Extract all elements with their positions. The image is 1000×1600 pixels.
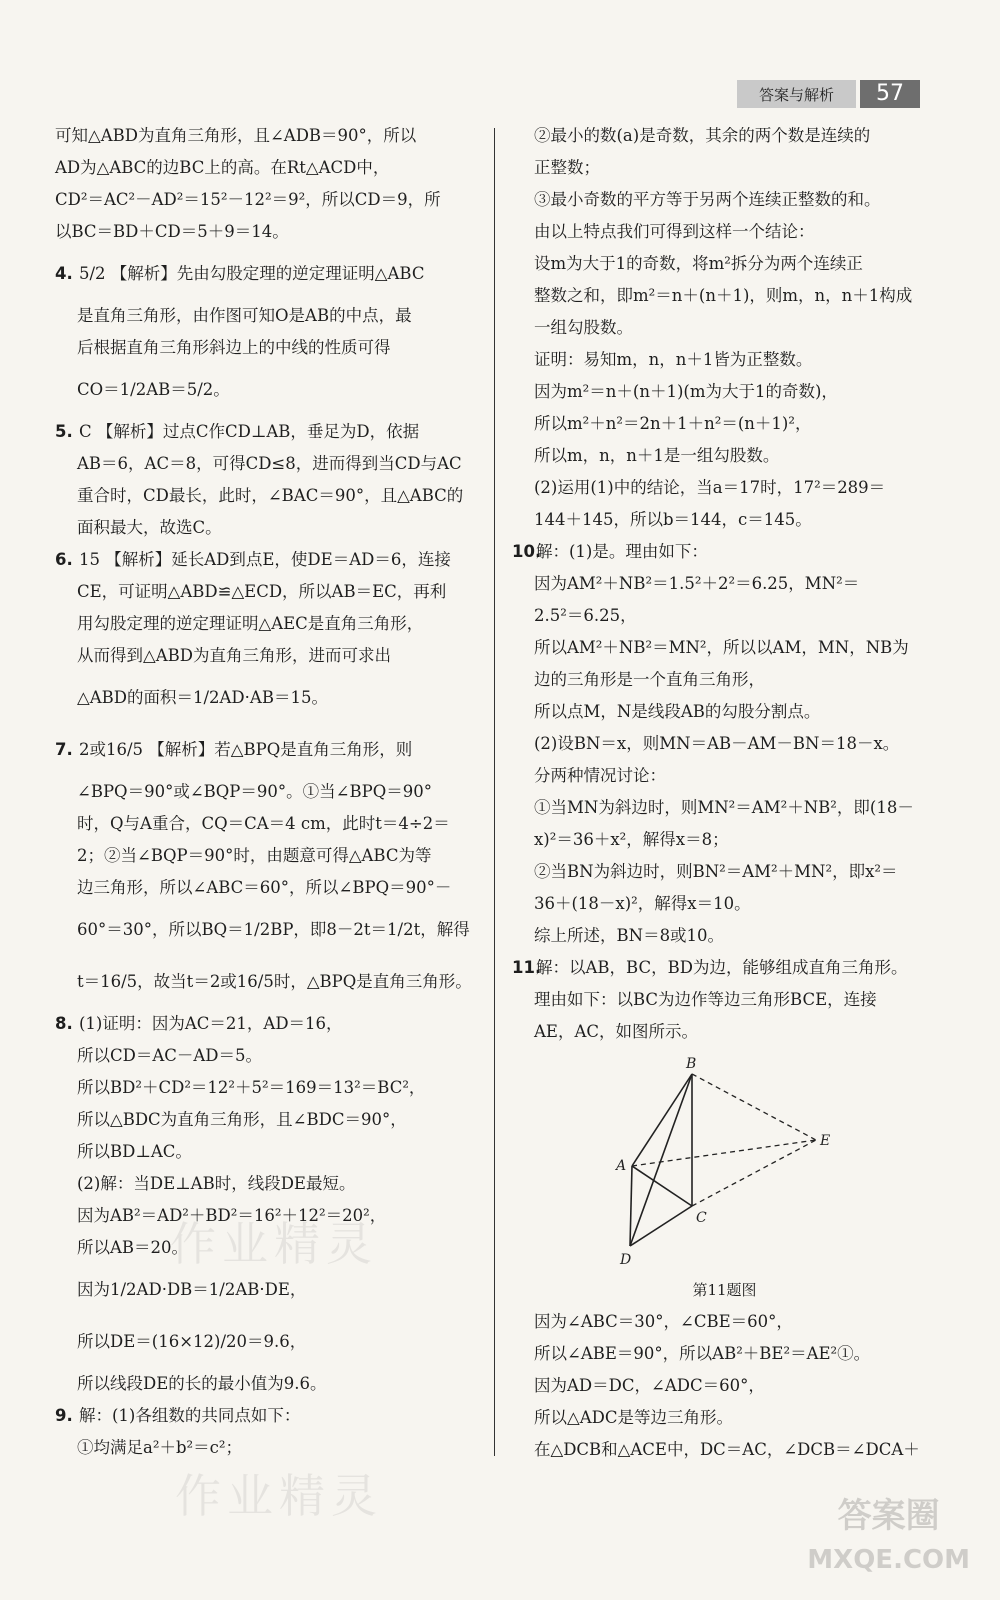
segment-CE bbox=[692, 1140, 816, 1206]
text-line: 用勾股定理的逆定理证明△AEC是直角三角形， bbox=[77, 614, 424, 633]
text-line: 所以BD⊥AC。 bbox=[77, 1142, 192, 1161]
text-line: 解：(1)各组数的共同点如下： bbox=[79, 1406, 301, 1425]
text-line: 从而得到△ABD为直角三角形，进而可求出 bbox=[77, 646, 391, 665]
text-line: 证明：易知m，n，n＋1皆为正整数。 bbox=[534, 350, 813, 369]
text-line: △ABD的面积＝1/2AD·AB＝15。 bbox=[77, 688, 328, 707]
text-line: 2.5²＝6.25， bbox=[534, 606, 637, 625]
text-line: 36＋(18－x)²，解得x＝10。 bbox=[534, 894, 751, 913]
text-line: 所以BD²＋CD²＝12²＋5²＝169＝13²＝BC²， bbox=[77, 1078, 426, 1097]
label-D: D bbox=[620, 1252, 632, 1268]
segment-AE bbox=[632, 1140, 816, 1166]
item-number: 5. bbox=[55, 422, 73, 441]
segment-AB bbox=[632, 1074, 692, 1166]
text-line: 边三角形，所以∠ABC＝60°，所以∠BPQ＝90°－ bbox=[77, 878, 452, 897]
label-C: C bbox=[696, 1210, 707, 1226]
answer-9 bbox=[55, 1400, 480, 1432]
answer-7 bbox=[55, 724, 480, 776]
section-label: 答案与解析 bbox=[737, 80, 856, 108]
answer-6 bbox=[55, 544, 480, 576]
item-number: 7. bbox=[55, 740, 73, 759]
text-line: 可知△ABD为直角三角形，且∠ADB＝90°，所以 bbox=[55, 126, 417, 145]
watermark: 作业精灵 bbox=[170, 1217, 378, 1271]
text-line: 所以线段DE的长的最小值为9.6。 bbox=[77, 1374, 327, 1393]
text-line: ③最小奇数的平方等于另两个连续正整数的和。 bbox=[534, 190, 881, 209]
figure-caption: 第11题图 bbox=[692, 1281, 757, 1299]
segment-BE bbox=[692, 1074, 816, 1140]
text-line: AE，AC，如图所示。 bbox=[534, 1022, 699, 1041]
text-line: 所以AM²＋NB²＝MN²，所以以AM，MN，NB为 bbox=[534, 638, 909, 657]
text-line: 5/2 【解析】先由勾股定理的逆定理证明△ABC bbox=[79, 264, 425, 283]
label-B: B bbox=[686, 1056, 697, 1072]
text-line: 因为m²＝n＋(n＋1)(m为大于1的奇数)， bbox=[534, 382, 838, 401]
geometry-figure bbox=[612, 1054, 842, 1274]
watermark-url: MXQE.COM bbox=[807, 1545, 970, 1575]
text-line: 所以AB＝20。 bbox=[77, 1238, 189, 1257]
text-line: 在△DCB和△ACE中，DC＝AC，∠DCB＝∠DCA＋ bbox=[534, 1440, 920, 1459]
text-line: AD为△ABC的边BC上的高。在Rt△ACD中， bbox=[55, 158, 390, 177]
figure-svg bbox=[612, 1054, 842, 1274]
text-line: 是直角三角形，由作图可知O是AB的中点，最 bbox=[77, 306, 412, 325]
text-line: 以BC＝BD＋CD＝5＋9＝14。 bbox=[55, 222, 289, 241]
text-line: (2)设BN＝x，则MN＝AB－AM－BN＝18－x。 bbox=[534, 734, 900, 753]
text-line: ①当MN为斜边时，则MN²＝AM²＋NB²，即(18－ bbox=[534, 798, 914, 817]
text-line: 因为∠ABC＝30°，∠CBE＝60°， bbox=[534, 1312, 793, 1331]
text-line: ∠BPQ＝90°或∠BQP＝90°。①当∠BPQ＝90° bbox=[77, 782, 432, 801]
text-line: 重合时，CD最长，此时，∠BAC＝90°，且△ABC的 bbox=[77, 486, 464, 505]
label-E: E bbox=[820, 1133, 831, 1149]
item-number: 4. bbox=[55, 264, 73, 283]
text-line: ②当BN为斜边时，则BN²＝AM²＋MN²，即x²＝ bbox=[534, 862, 898, 881]
watermark: 作业精灵 bbox=[175, 1469, 383, 1523]
page-header bbox=[737, 80, 920, 108]
item-number: 8. bbox=[55, 1014, 73, 1033]
text-line: 2；②当∠BQP＝90°时，由题意可得△ABC为等 bbox=[77, 846, 432, 865]
text-line: 时，Q与A重合，CQ＝CA＝4 cm，此时t＝4÷2＝ bbox=[77, 814, 450, 833]
text-line: 所以△BDC为直角三角形，且∠BDC＝90°， bbox=[77, 1110, 407, 1129]
text-line: ②最小的数(a)是奇数，其余的两个数是连续的 bbox=[534, 126, 871, 145]
answer-10 bbox=[512, 536, 937, 568]
text-line: 解：(1)是。理由如下： bbox=[536, 542, 708, 561]
text-line: AB＝6，AC＝8，可得CD≤8，进而得到当CD与AC bbox=[77, 454, 462, 473]
text-line: 后根据直角三角形斜边上的中线的性质可得 bbox=[77, 338, 391, 357]
text-line: CE，可证明△ABD≌△ECD，所以AB＝EC，再利 bbox=[77, 582, 447, 601]
text-line: 144＋145，所以b＝144，c＝145。 bbox=[534, 510, 812, 529]
text-line: CO＝1/2AB＝5/2。 bbox=[77, 380, 230, 399]
segment-AD bbox=[630, 1166, 632, 1246]
segment-BD bbox=[630, 1074, 692, 1246]
text-line: (2)运用(1)中的结论，当a＝17时，17²＝289＝ bbox=[534, 478, 886, 497]
text-line: 所以DE＝(16×12)/20＝9.6， bbox=[77, 1332, 307, 1351]
text-line: 15 【解析】延长AD到点E，使DE＝AD＝6，连接 bbox=[79, 550, 451, 569]
item-number: 9. bbox=[55, 1406, 73, 1425]
text-line: CD²＝AC²－AD²＝15²－12²＝9²，所以CD＝9，所 bbox=[55, 190, 441, 209]
answer-4 bbox=[55, 248, 480, 300]
segment-AC bbox=[632, 1166, 692, 1206]
text-line: 所以∠ABE＝90°，所以AB²＋BE²＝AE²①。 bbox=[534, 1344, 871, 1363]
text-line: 所以m，n，n＋1是一组勾股数。 bbox=[534, 446, 780, 465]
text-line: (2)解：当DE⊥AB时，线段DE最短。 bbox=[77, 1174, 356, 1193]
text-line: 综上所述，BN＝8或10。 bbox=[534, 926, 725, 945]
text-line: 整数之和，即m²＝n＋(n＋1)，则m，n，n＋1构成 bbox=[534, 286, 913, 305]
watermark-text: 答案圈 bbox=[837, 1496, 940, 1536]
page-number: 57 bbox=[860, 80, 920, 108]
text-line: 由以上特点我们可得到这样一个结论： bbox=[534, 222, 815, 241]
text-line: x)²＝36＋x²，解得x＝8； bbox=[534, 830, 729, 849]
text-line: 所以m²＋n²＝2n＋1＋n²＝(n＋1)²， bbox=[534, 414, 812, 433]
text-line: 解：以AB，BC，BD为边，能够组成直角三角形。 bbox=[536, 958, 908, 977]
text-line: 分两种情况讨论： bbox=[534, 766, 666, 785]
text-line: 因为AB²＝AD²＋BD²＝16²＋12²＝20²， bbox=[77, 1206, 387, 1225]
corner-watermark bbox=[807, 1494, 970, 1582]
answer-11 bbox=[512, 952, 937, 984]
text-line: 2或16/5 【解析】若△BPQ是直角三角形，则 bbox=[79, 740, 413, 759]
item-number: 6. bbox=[55, 550, 73, 569]
text-line: 面积最大，故选C。 bbox=[77, 518, 222, 537]
text-line: C 【解析】过点C作CD⊥AB，垂足为D，依据 bbox=[79, 422, 420, 441]
text-line: 边的三角形是一个直角三角形， bbox=[534, 670, 765, 689]
segment-DC bbox=[630, 1206, 692, 1246]
answer-8 bbox=[55, 1008, 480, 1040]
text-line: 所以CD＝AC－AD＝5。 bbox=[77, 1046, 263, 1065]
text-line: 所以点M，N是线段AB的勾股分割点。 bbox=[534, 702, 821, 721]
text-line: 理由如下：以BC为边作等边三角形BCE，连接 bbox=[534, 990, 877, 1009]
right-column bbox=[512, 120, 937, 1466]
text-line: 所以△ADC是等边三角形。 bbox=[534, 1408, 733, 1427]
text-line: 正整数； bbox=[534, 158, 600, 177]
text-line: 60°＝30°，所以BQ＝1/2BP，即8－2t＝1/2t，解得 bbox=[77, 920, 470, 939]
text-line: 一组勾股数。 bbox=[534, 318, 633, 337]
text-line: 因为AM²＋NB²＝1.5²＋2²＝6.25，MN²＝ bbox=[534, 574, 860, 593]
text-line: 因为AD＝DC，∠ADC＝60°， bbox=[534, 1376, 765, 1395]
column-divider bbox=[494, 128, 495, 1456]
item-number: 10. bbox=[512, 542, 542, 561]
text-line: 设m为大于1的奇数，将m²拆分为两个连续正 bbox=[534, 254, 863, 273]
text-line: t＝16/5，故当t＝2或16/5时，△BPQ是直角三角形。 bbox=[77, 972, 472, 991]
text-line: 因为1/2AD·DB＝1/2AB·DE， bbox=[77, 1280, 307, 1299]
label-A: A bbox=[616, 1158, 627, 1174]
item-number: 11. bbox=[512, 958, 542, 977]
text-line: ①均满足a²＋b²＝c²； bbox=[77, 1438, 242, 1457]
text-line: (1)证明：因为AC＝21，AD＝16， bbox=[79, 1014, 343, 1033]
answer-5 bbox=[55, 416, 480, 448]
